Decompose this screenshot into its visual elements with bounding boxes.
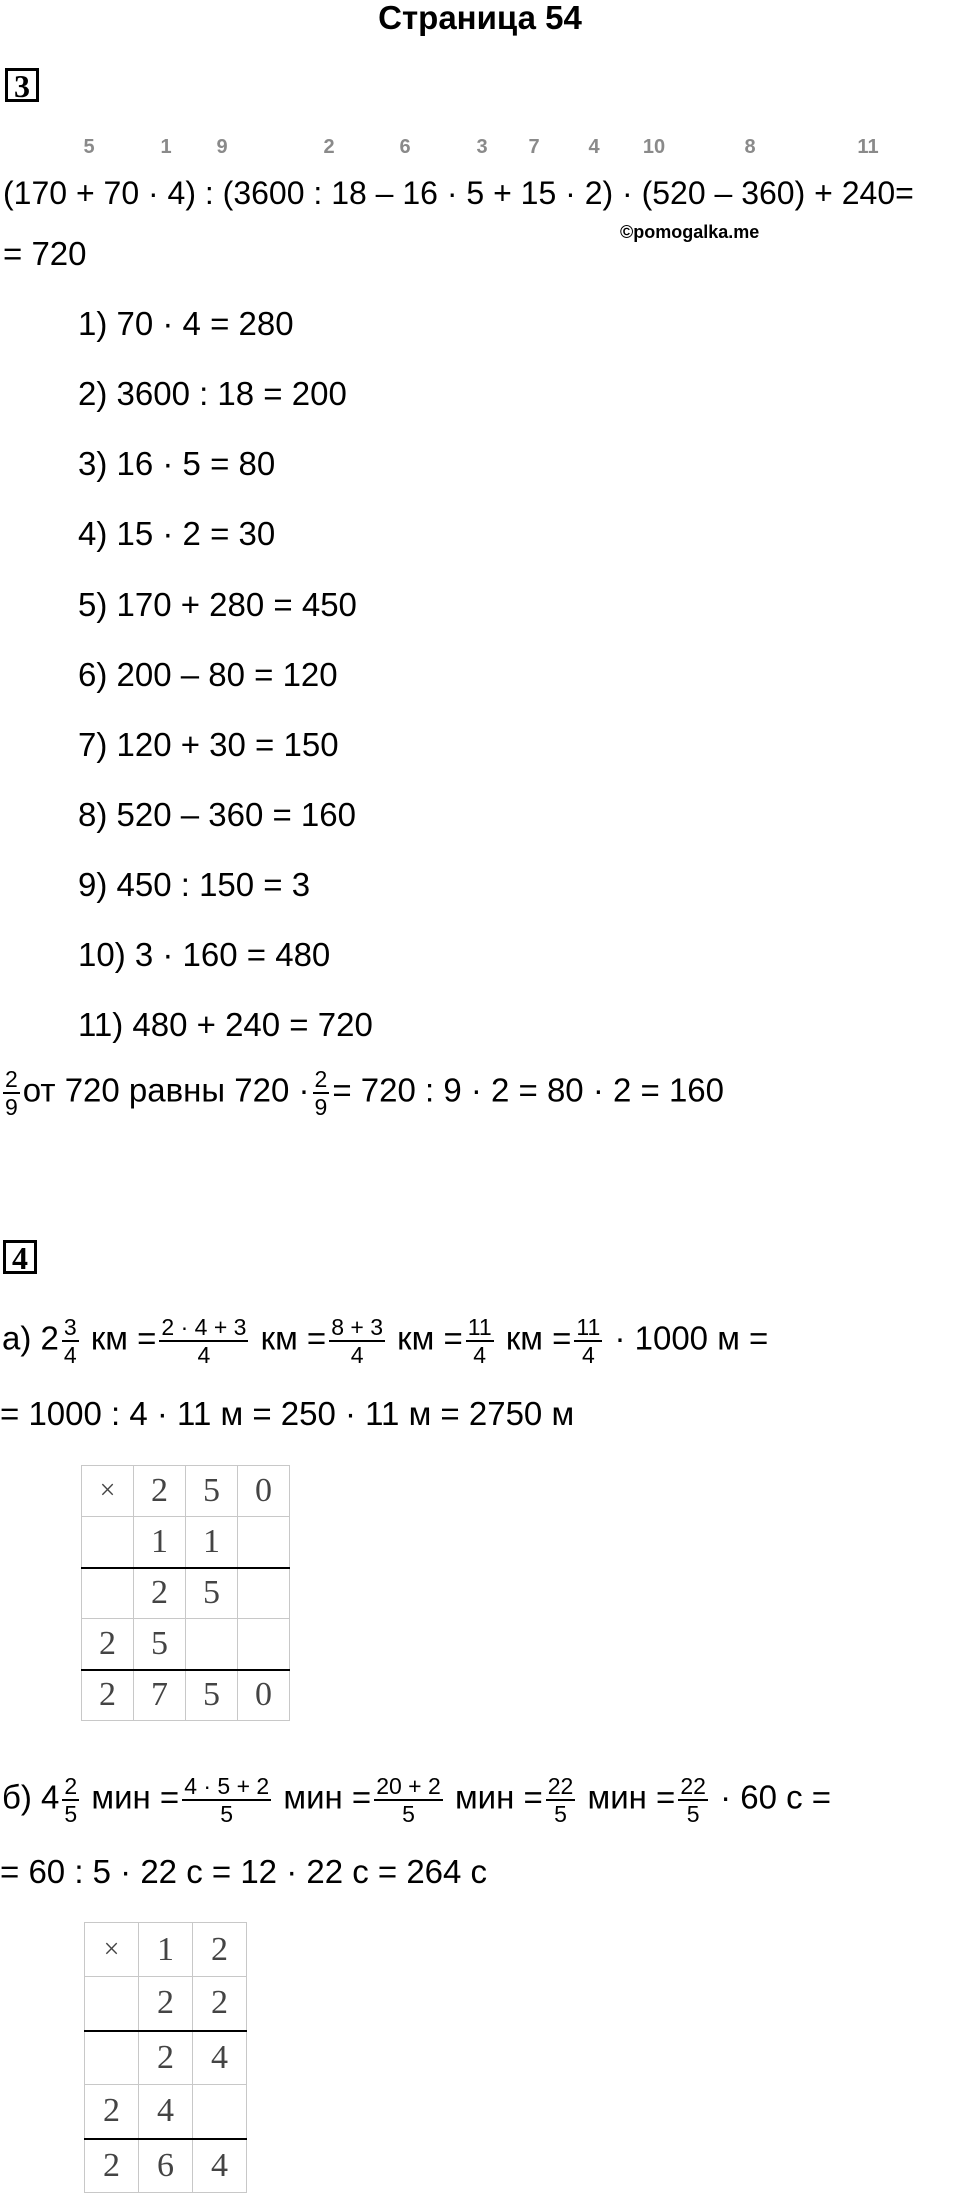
order-mark: 2: [323, 136, 335, 158]
order-mark: 9: [216, 136, 228, 158]
task-4a-line2: = 1000 : 4 · 11 м = 250 · 11 м = 2750 м: [0, 1395, 575, 1432]
step: 10) 3 · 160 = 480: [78, 936, 331, 973]
order-mark: 11: [857, 136, 879, 158]
task-4b-line2: = 60 : 5 · 22 с = 12 · 22 с = 264 с: [0, 1853, 488, 1890]
digit: 2: [82, 1670, 134, 1721]
fraction: $\frac{11}{4}$: [467, 1314, 492, 1368]
digit: 5: [134, 1619, 186, 1670]
step: 11) 480 + 240 = 720: [78, 1006, 373, 1043]
digit: 2: [134, 1568, 186, 1619]
task-4-number: 4: [3, 1240, 37, 1274]
times-sign: ×: [85, 1923, 139, 1977]
fraction: $\frac{22}{5}$: [547, 1773, 574, 1827]
digit: [186, 1619, 238, 1670]
order-mark: 10: [642, 136, 666, 158]
step: 7) 120 + 30 = 150: [78, 726, 339, 763]
fraction: $\frac{4 \cdot 5 + 2}{5}$: [184, 1773, 270, 1827]
digit: 2: [85, 2085, 139, 2139]
order-mark: 1: [160, 136, 172, 158]
task-3-number: 3: [5, 68, 39, 102]
task-4b-line1: б) 4 $\frac{2}{5}$ мин = $\frac{4 \cdot 5 + 2}{5}$ мин = $\frac{20 + 2}{5}$ мин = $\frac{22}{5}$ мин = $\frac{22}{5}$ · 60 с =: [2, 1773, 832, 1827]
digit: 1: [134, 1517, 186, 1568]
digit: [85, 2031, 139, 2085]
fraction: $\frac{2 \cdot 4 + 3}{4}$: [161, 1314, 247, 1368]
task-4a-line1: а) 2 $\frac{3}{4}$ км = $\frac{2 \cdot 4 + 3}{4}$ км = $\frac{8 + 3}{4}$ км = $\frac{11}{4}$ км = $\frac{11}{4}$ · 1000 м =: [2, 1314, 769, 1368]
order-mark: 6: [399, 136, 411, 158]
digit: [82, 1568, 134, 1619]
step: 5) 170 + 280 = 450: [78, 586, 357, 623]
step: 2) 3600 : 18 = 200: [78, 375, 347, 412]
task-3-expression: (170 + 70 · 4) : (3600 : 18 – 16 · 5 + 15 · 2) · (520 – 360) + 240=: [3, 175, 914, 211]
digit: [238, 1568, 290, 1619]
fraction: $\frac{2}{5}$: [64, 1773, 78, 1827]
digit: 2: [134, 1466, 186, 1517]
task-3-final-line: $\frac{2}{9}$ от 720 равны 720 · $\frac{2}{9}$ = 720 : 9 · 2 = 80 · 2 = 160: [5, 1066, 725, 1120]
order-mark: 3: [476, 136, 488, 158]
digit: 0: [238, 1466, 290, 1517]
digit: [85, 1977, 139, 2031]
multiplication-table-a: [81, 1465, 290, 1721]
digit: 2: [193, 1923, 247, 1977]
digit: 4: [193, 2031, 247, 2085]
order-mark: 7: [528, 136, 540, 158]
fraction: $\frac{2}{9}$: [314, 1066, 328, 1120]
digit: 6: [139, 2139, 193, 2193]
order-mark: 4: [588, 136, 600, 158]
step: 3) 16 · 5 = 80: [78, 445, 276, 482]
task-3-result: = 720: [3, 235, 87, 272]
step: 9) 450 : 150 = 3: [78, 866, 311, 903]
digit: 5: [186, 1568, 238, 1619]
digit: 5: [186, 1670, 238, 1721]
digit: 2: [139, 1977, 193, 2031]
fraction: $\frac{8 + 3}{4}$: [331, 1314, 383, 1368]
fraction: $\frac{20 + 2}{5}$: [376, 1773, 441, 1827]
digit: 2: [85, 2139, 139, 2193]
step: 1) 70 · 4 = 280: [78, 305, 294, 342]
digit: 2: [82, 1619, 134, 1670]
digit: 7: [134, 1670, 186, 1721]
fraction: $\frac{22}{5}$: [680, 1773, 706, 1827]
digit: [193, 2085, 247, 2139]
step: 6) 200 – 80 = 120: [78, 656, 338, 693]
step: 4) 15 · 2 = 30: [78, 515, 276, 552]
digit: 4: [193, 2139, 247, 2193]
digit: [82, 1517, 134, 1568]
fraction: $\frac{2}{9}$: [5, 1066, 18, 1120]
digit: 2: [139, 2031, 193, 2085]
fraction: $\frac{3}{4}$: [63, 1314, 77, 1368]
digit: [238, 1619, 290, 1670]
digit: [238, 1517, 290, 1568]
order-mark: 8: [744, 136, 756, 158]
page-title: Страница 54: [378, 0, 582, 36]
order-mark: 5: [83, 136, 95, 158]
step: 8) 520 – 360 = 160: [78, 796, 356, 833]
digit: 1: [139, 1923, 193, 1977]
digit: 4: [139, 2085, 193, 2139]
watermark: ©pomogalka.me: [620, 222, 760, 242]
digit: 2: [193, 1977, 247, 2031]
times-sign: ×: [82, 1466, 134, 1517]
digit: 5: [186, 1466, 238, 1517]
fraction: $\frac{11}{4}$: [576, 1314, 601, 1368]
digit: 0: [238, 1670, 290, 1721]
digit: 1: [186, 1517, 238, 1568]
multiplication-table-b: [84, 1922, 247, 2193]
